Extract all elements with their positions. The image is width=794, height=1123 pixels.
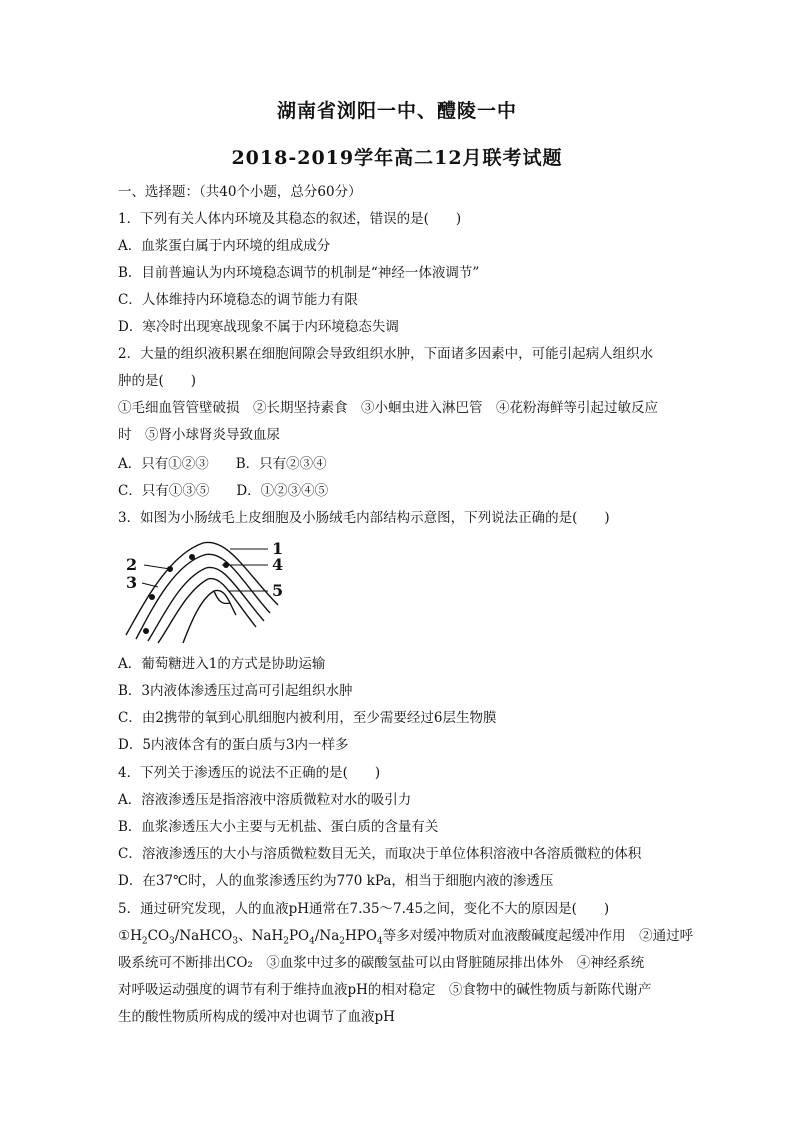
label-line-2	[144, 565, 170, 569]
cell-nucleus	[149, 594, 155, 600]
page-title-line2: 2018-2019学年高二12月联考试题	[231, 147, 563, 169]
label-1: 1	[272, 539, 284, 558]
q5-stem: 5．通过研究发现，人的血液pH通常在7.35～7.45之间，变化不大的原因是( )	[118, 901, 610, 917]
capillary-inner	[158, 579, 256, 643]
q5-line3: 对呼吸运动强度的调节有利于维持血液pH的相对稳定 ⑤食物中的碱性物质与新陈代谢产	[118, 982, 652, 998]
label-2: 2	[126, 555, 138, 574]
q2-factors-line2: 时 ⑤肾小球肾炎导致血尿	[118, 427, 280, 443]
lacteal-vessel	[183, 590, 236, 643]
q2-stem-line2: 肿的是( )	[118, 373, 197, 389]
label-4: 4	[272, 555, 284, 574]
q4-option-c: C．溶液渗透压的大小与溶质微粒数目无关，而取决于单位体积溶液中各溶质微粒的体积	[118, 846, 642, 862]
q5-line1-text: 等多对缓冲物质对血液酸碱度起缓冲作用 ②通过呼	[382, 928, 694, 944]
q5-line1: $①H_2CO_3/NaHCO_3$、$NaH_2PO_4/Na_2HPO_4$等多对缓冲物质对血液酸碱度起缓冲作用 ②通过呼	[118, 928, 694, 947]
q1-stem: 1．下列有关人体内环境及其稳态的叙述，错误的是( )	[118, 211, 462, 227]
q5-line4: 生的酸性物质所构成的缓冲对也调节了血液pH	[118, 1009, 395, 1025]
q1-option-d: D．寒冷时出现寒战现象不属于内环境稳态失调	[118, 319, 399, 335]
q4-option-a: A．溶液渗透压是指溶液中溶质微粒对水的吸引力	[118, 792, 412, 808]
q1-option-a: A．血浆蛋白属于内环境的组成成分	[118, 238, 331, 254]
q1-option-b: B．目前普遍认为内环境稳态调节的机制是“神经一体液调节”	[118, 265, 480, 281]
q3-option-a: A．葡萄糖进入1的方式是协助运输	[118, 656, 326, 672]
q3-option-d: D．5内液体含有的蛋白质与3内一样多	[118, 737, 349, 753]
q4-option-b: B．血浆渗透压大小主要与无机盐、蛋白质的含量有关	[118, 819, 439, 835]
q3-stem: 3．如图为小肠绒毛上皮细胞及小肠绒毛内部结构示意图，下列说法正确的是( )	[118, 510, 610, 526]
q2-options-ab: A．只有①②③ B．只有②③④	[118, 456, 327, 472]
q4-option-d: D．在37℃时，人的血浆渗透压约为770 kPa，相当于细胞内液的渗透压	[118, 873, 554, 889]
cell-nucleus	[143, 628, 149, 634]
q3-option-b: B．3内液体渗透压过高可引起组织水肿	[118, 683, 353, 699]
label-5: 5	[272, 581, 284, 600]
q2-options-cd: C．只有①③⑤ D．①②③④⑤	[118, 483, 329, 499]
q1-option-c: C．人体维持内环境稳态的调节能力有限	[118, 292, 358, 308]
label-3: 3	[126, 573, 138, 592]
page-title-line1: 湖南省浏阳一中、醴陵一中	[276, 100, 517, 122]
q4-stem: 4．下列关于渗透压的说法不正确的是( )	[118, 765, 381, 781]
capillary-outer	[148, 567, 264, 641]
q5-line2: 吸系统可不断排出CO₂ ③血浆中过多的碳酸氢盐可以由肾脏随尿排出体外 ④神经系统	[118, 955, 645, 971]
q2-factors-line1: ①毛细血管管壁破损 ②长期坚持素食 ③小蛔虫进入淋巴管 ④花粉海鲜等引起过敏反应	[118, 400, 658, 416]
cell-nucleus	[189, 554, 195, 560]
villus-diagram	[118, 535, 298, 645]
section-heading: 一、选择题：（共40个小题，总分60分）	[118, 184, 362, 200]
q3-option-c: C．由2携带的氧到心肌细胞内被利用，至少需要经过6层生物膜	[118, 710, 497, 726]
q2-stem-line1: 2．大量的组织液积累在细胞间隙会导致组织水肿，下面诸多因素中，可能引起病人组织水	[118, 346, 654, 362]
